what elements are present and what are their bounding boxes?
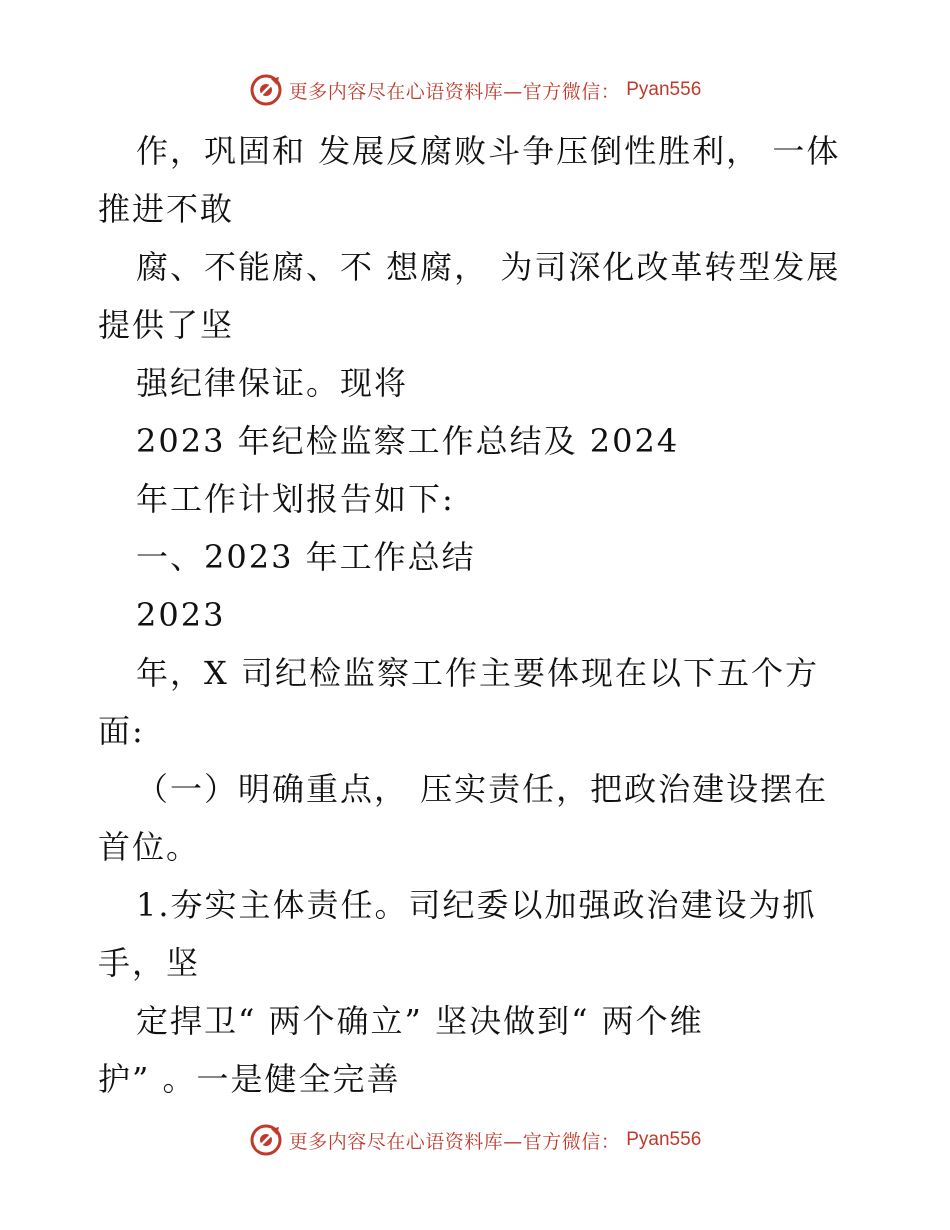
- text-line: 定捍卫“ 两个确立” 坚决做到“ 两个维: [136, 1002, 704, 1040]
- text-line: 2023: [136, 596, 226, 634]
- watermark-wechat-id: Pyan556: [626, 1129, 702, 1150]
- text-line: 护” 。一是健全完善: [98, 1060, 401, 1098]
- text-line: 1.夯实主体责任。司纪委以加强政治建设为抓: [136, 886, 817, 924]
- text-line: 首位。: [98, 828, 201, 866]
- text-line: 年，X 司纪检监察工作主要体现在以下五个方: [136, 654, 819, 692]
- text-line: 腐、不能腐、不 想腐， 为司深化改革转型发展: [136, 248, 841, 286]
- text-line: 手，坚: [98, 944, 201, 982]
- section-heading: 一、2023 年工作总结: [136, 538, 476, 576]
- watermark-wechat-id: Pyan556: [626, 79, 702, 100]
- document-body: [98, 122, 858, 1108]
- text-line: 作，巩固和 发展反腐败斗争压倒性胜利， 一体: [136, 132, 841, 170]
- text-line: 2023 年纪检监察工作总结及 2024: [136, 422, 680, 460]
- subsection-heading: （一）明确重点， 压实责任，把政治建设摆在: [136, 770, 829, 808]
- text-line: 推进不敢: [98, 190, 235, 228]
- text-line: 面:: [98, 712, 145, 750]
- footer-watermark: [0, 1120, 950, 1160]
- watermark-text: 更多内容尽在心语资料库—官方微信：: [288, 1130, 621, 1153]
- text-line: 强纪律保证。现将: [136, 364, 409, 402]
- brand-logo-icon: [249, 1123, 283, 1157]
- header-watermark: [0, 70, 950, 110]
- text-line: 年工作计划报告如下:: [136, 480, 455, 518]
- text-line: 提供了坚: [98, 306, 235, 344]
- watermark-text: 更多内容尽在心语资料库—官方微信：: [288, 80, 621, 103]
- brand-logo-icon: [249, 73, 283, 107]
